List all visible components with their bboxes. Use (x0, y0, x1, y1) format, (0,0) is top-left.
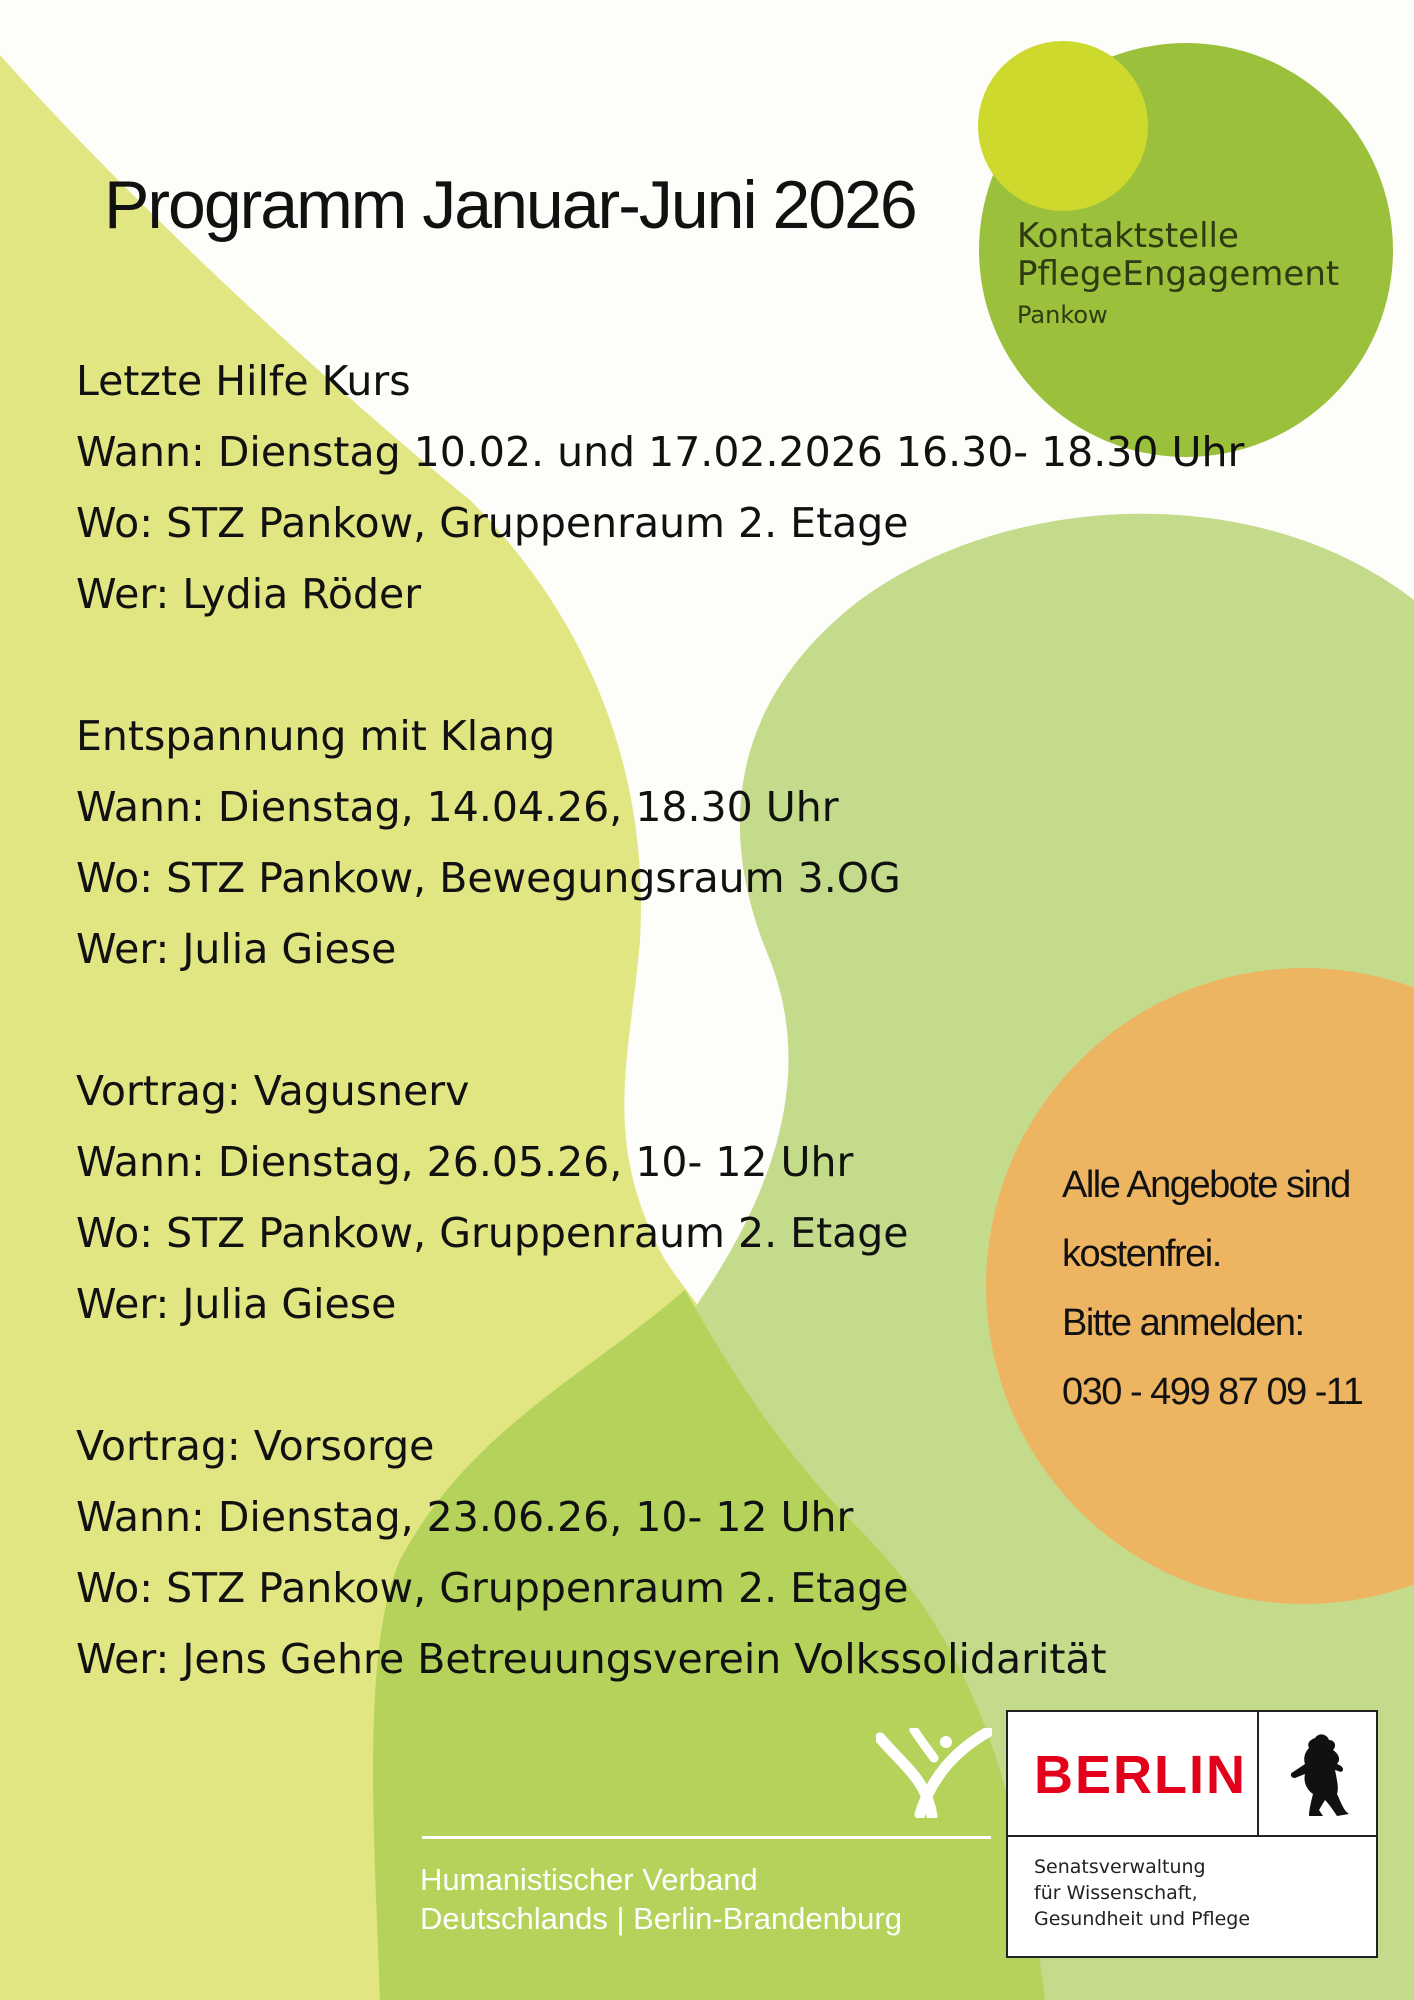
logo-lime-circle (978, 41, 1148, 211)
event-where: Wo: STZ Pankow, Gruppenraum 2. Etage (76, 1209, 909, 1257)
info-line-1: Alle Angebote sind (1062, 1164, 1350, 1206)
kontaktstelle-logo (1017, 217, 1339, 329)
info-line-3: Bitte anmelden: (1062, 1302, 1304, 1344)
hvd-figure-icon (876, 1728, 992, 1818)
hvd-line-1: Humanistischer Verband (420, 1862, 758, 1897)
event-who: Wer: Jens Gehre Betreuungsverein Volkssolidarität (76, 1635, 1107, 1683)
logo-line-3: Pankow (1017, 301, 1108, 329)
hvd-logo-text (420, 1860, 902, 1938)
event-where: Wo: STZ Pankow, Bewegungsraum 3.OG (76, 854, 901, 902)
page-title: Programm Januar-Juni 2026 (104, 167, 916, 243)
event-list (76, 353, 1244, 1773)
event-when: Wann: Dienstag, 26.05.26, 10- 12 Uhr (76, 1138, 854, 1186)
senate-line-2: für Wissenschaft, (1034, 1882, 1198, 1904)
event-where: Wo: STZ Pankow, Gruppenraum 2. Etage (76, 1564, 909, 1612)
logo-divider-vertical (1257, 1712, 1259, 1835)
event-when: Wann: Dienstag, 14.04.26, 18.30 Uhr (76, 783, 839, 831)
phone-number[interactable]: 030 - 499 87 09 -11 (1062, 1371, 1363, 1413)
senate-line-1: Senatsverwaltung (1034, 1856, 1206, 1878)
event-where: Wo: STZ Pankow, Gruppenraum 2. Etage (76, 499, 909, 547)
event-name: Vortrag: Vagusnerv (76, 1067, 470, 1115)
event-who: Wer: Lydia Röder (76, 570, 422, 618)
event-when: Wann: Dienstag 10.02. und 17.02.2026 16.30- 18.30 Uhr (76, 428, 1245, 476)
hvd-divider (422, 1836, 991, 1839)
berlin-senate-logo (1006, 1710, 1378, 1958)
logo-line-2: PflegeEngagement (1017, 254, 1340, 294)
event-name: Entspannung mit Klang (76, 712, 556, 760)
senate-text (1034, 1854, 1250, 1932)
event-item (76, 708, 1244, 992)
event-name: Letzte Hilfe Kurs (76, 357, 411, 405)
hvd-line-2: Deutschlands | Berlin-Brandenburg (420, 1901, 902, 1936)
berlin-wordmark: BERLIN (1034, 1745, 1247, 1805)
senate-line-3: Gesundheit und Pflege (1034, 1908, 1251, 1930)
logo-line-1: Kontaktstelle (1017, 216, 1239, 256)
info-box (1062, 1155, 1362, 1431)
event-when: Wann: Dienstag, 23.06.26, 10- 12 Uhr (76, 1493, 854, 1541)
event-name: Vortrag: Vorsorge (76, 1422, 435, 1470)
event-item (76, 1418, 1244, 1702)
event-who: Wer: Julia Giese (76, 1280, 397, 1328)
event-who: Wer: Julia Giese (76, 925, 397, 973)
info-line-2: kostenfrei. (1062, 1233, 1221, 1275)
logo-divider-horizontal (1008, 1835, 1376, 1837)
event-item (76, 353, 1244, 637)
berlin-bear-icon (1285, 1732, 1355, 1818)
